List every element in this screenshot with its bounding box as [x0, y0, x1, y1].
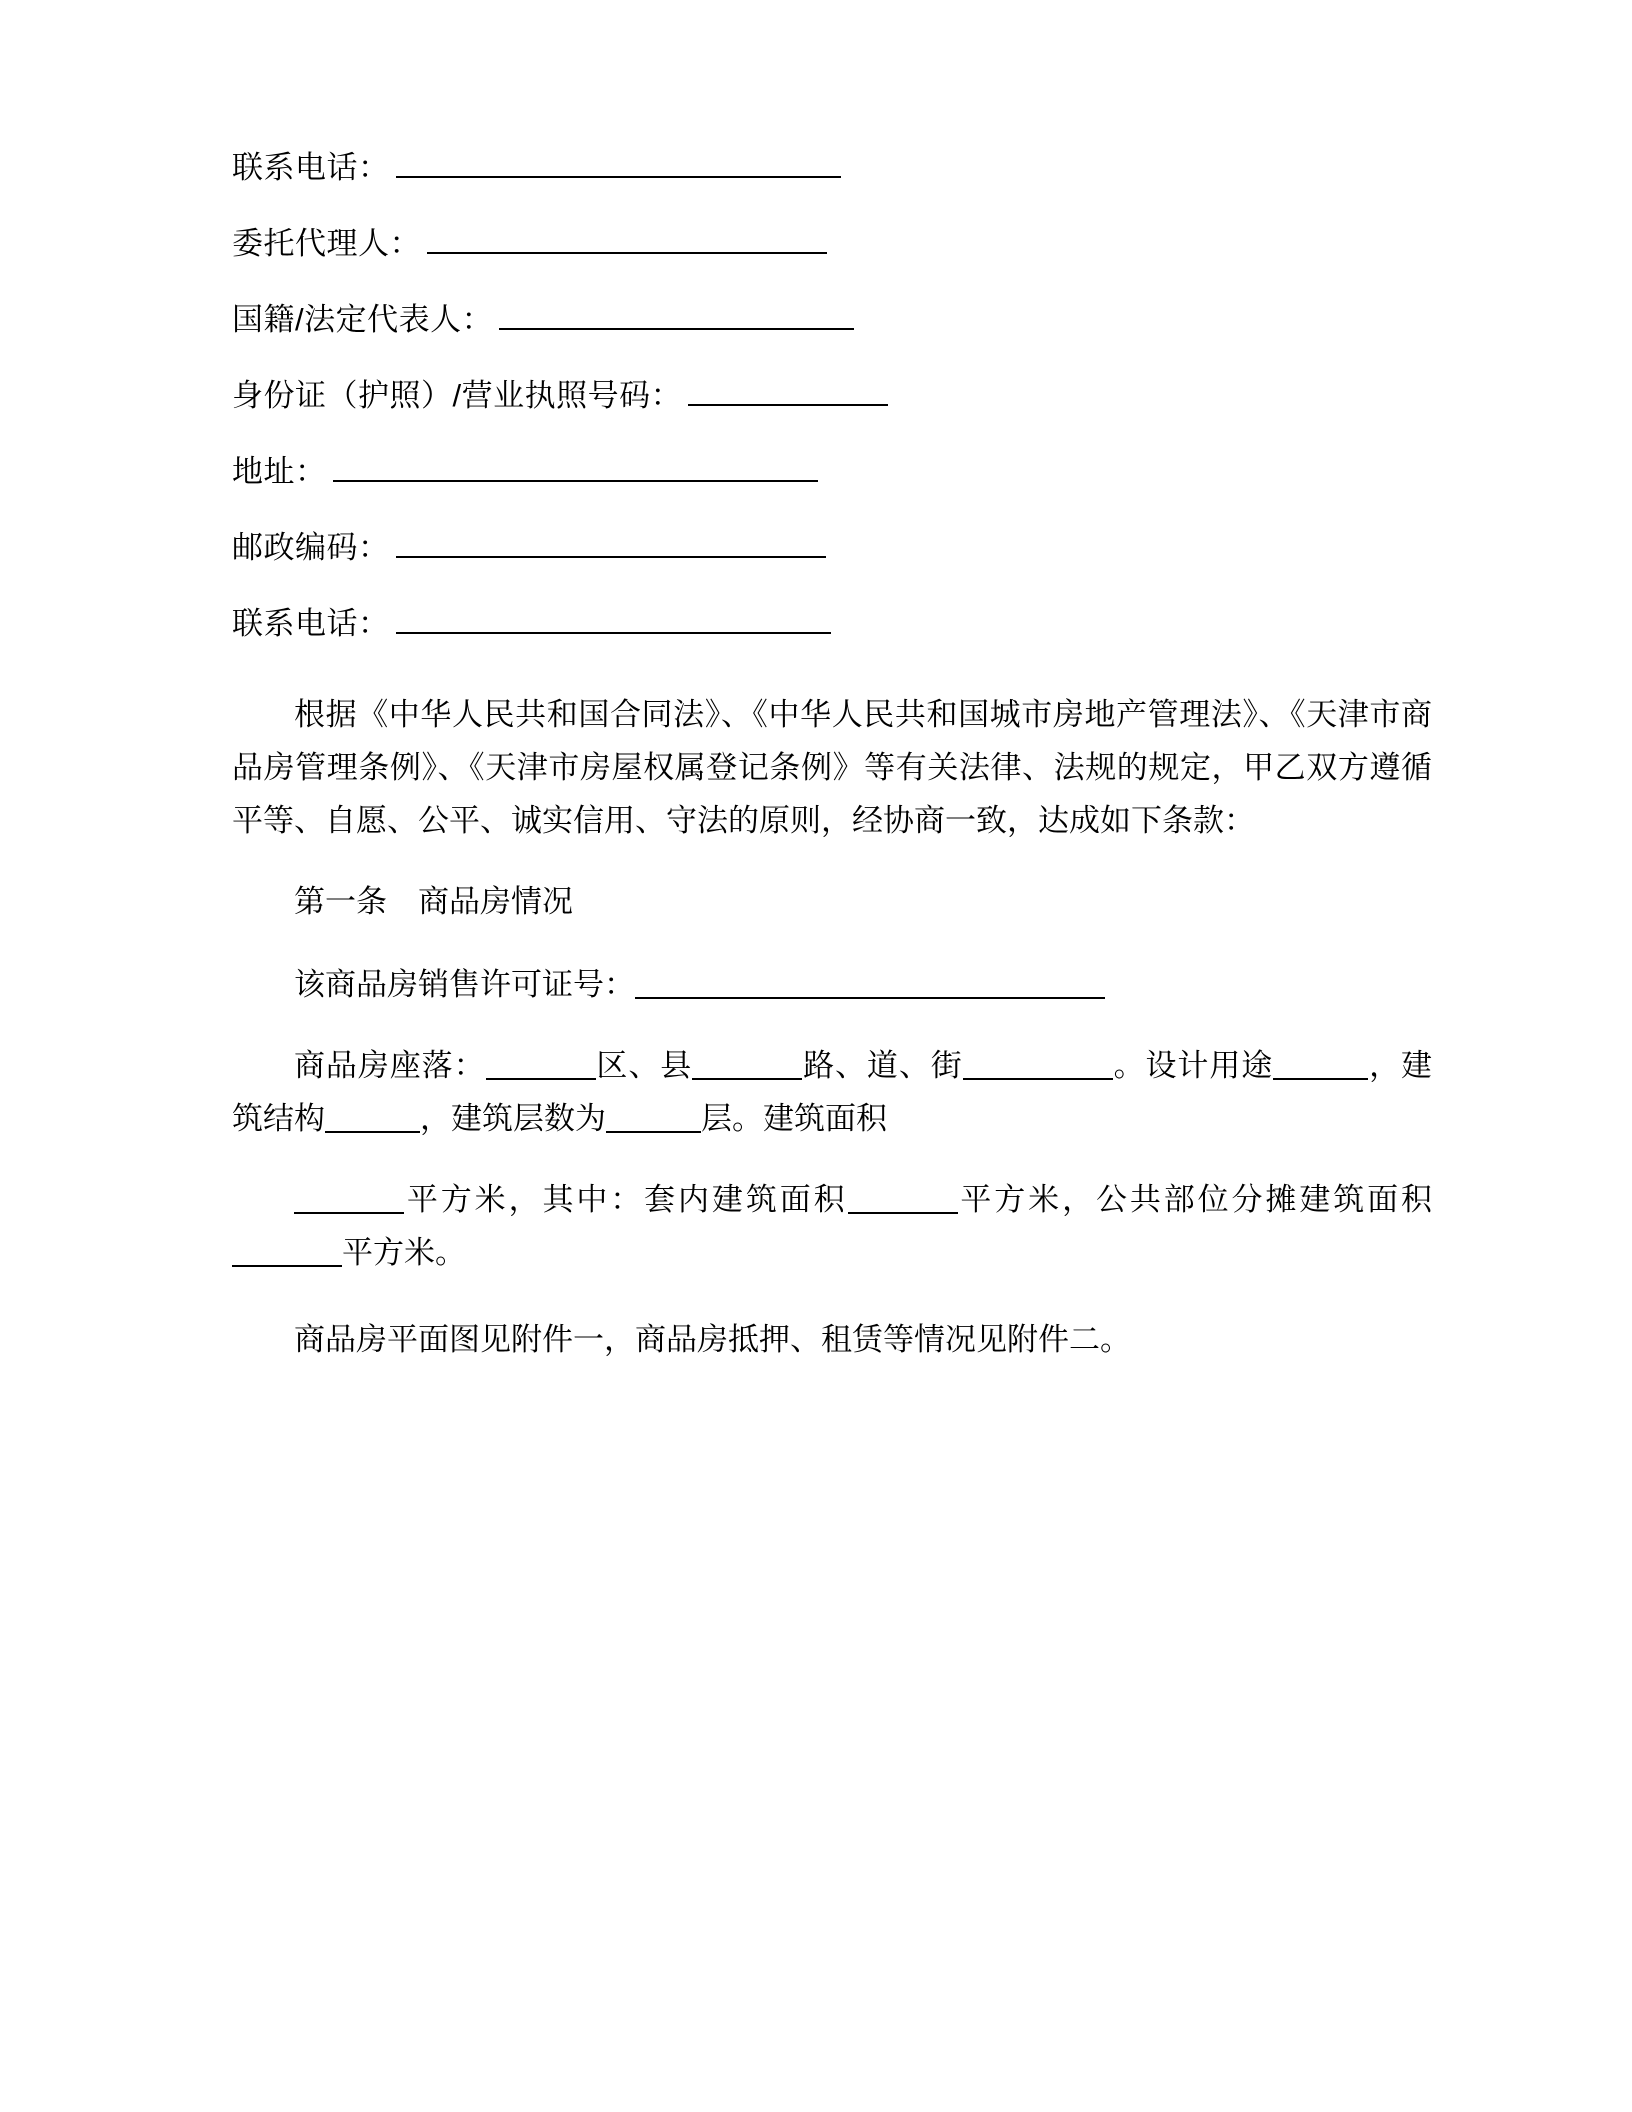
floors-blank[interactable] [606, 1107, 701, 1133]
field-label: 联系电话： [232, 606, 390, 641]
location-text-7: 层。建筑面积 [701, 1101, 887, 1136]
field-blank[interactable] [427, 226, 827, 254]
field-row-id-license-number [232, 378, 1432, 411]
sales-permit-blank[interactable] [635, 973, 1105, 999]
inner-area-blank[interactable] [848, 1188, 958, 1214]
field-row-address [232, 454, 1432, 487]
field-label: 国籍/法定代表人： [232, 302, 494, 337]
field-blank[interactable] [396, 150, 841, 178]
location-text-1: 区、县 [595, 1048, 693, 1083]
field-label: 联系电话： [232, 150, 390, 185]
structure-blank[interactable] [325, 1107, 420, 1133]
location-text-6: ，建筑层数为 [420, 1101, 606, 1136]
area-text-2: 平方米，公共部位分摊建筑面积 [957, 1182, 1432, 1217]
field-row-authorized-agent [232, 226, 1432, 259]
street-blank[interactable] [963, 1054, 1113, 1080]
field-row-contact-phone-1 [232, 150, 1432, 183]
field-label: 邮政编码： [232, 530, 390, 565]
location-text-5: ，建筑结构 [232, 1048, 1433, 1136]
building-area-paragraph [232, 1173, 1432, 1279]
field-blank[interactable] [396, 606, 831, 634]
preamble-paragraph: 根据《中华人民共和国合同法》、《中华人民共和国城市房地产管理法》、《天津市商品房管理条例》、《天津市房屋权属登记条例》等有关法律、法规的规定，甲乙双方遵循平等、自愿、公平、诚实信用、守法的原则，经协商一致，达成如下条款： [232, 697, 1432, 838]
location-text-4: 设计用途 [1145, 1048, 1274, 1083]
sales-permit-label: 该商品房销售许可证号： [294, 967, 635, 1002]
attachments-paragraph: 商品房平面图见附件一，商品房抵押、租赁等情况见附件二。 [294, 1322, 1131, 1357]
field-blank[interactable] [688, 378, 888, 406]
property-location-paragraph [232, 1039, 1432, 1145]
field-row-postal-code [232, 530, 1432, 563]
field-label: 地址： [232, 454, 327, 489]
location-text-2: 路、道、街 [802, 1048, 963, 1083]
total-area-blank[interactable] [294, 1188, 404, 1214]
design-use-blank[interactable] [1273, 1054, 1368, 1080]
field-label: 委托代理人： [232, 226, 421, 261]
location-lead: 商品房座落： [294, 1048, 486, 1083]
field-row-nationality-legal-rep [232, 302, 1432, 335]
field-blank[interactable] [333, 454, 818, 482]
shared-area-blank[interactable] [232, 1241, 342, 1267]
sales-permit-line [232, 958, 1432, 1011]
location-text-3: 。 [1112, 1048, 1146, 1083]
field-label: 身份证（护照）/营业执照号码： [232, 378, 683, 413]
area-text-3: 平方米。 [342, 1235, 466, 1270]
district-blank[interactable] [486, 1054, 596, 1080]
clause-one-title: 第一条 商品房情况 [294, 884, 573, 919]
document-body [232, 150, 1432, 1366]
field-row-contact-phone-2 [232, 606, 1432, 639]
field-blank[interactable] [396, 530, 826, 558]
road-blank[interactable] [692, 1054, 802, 1080]
field-blank[interactable] [499, 302, 854, 330]
area-text-1: 平方米，其中：套内建筑面积 [404, 1182, 848, 1217]
